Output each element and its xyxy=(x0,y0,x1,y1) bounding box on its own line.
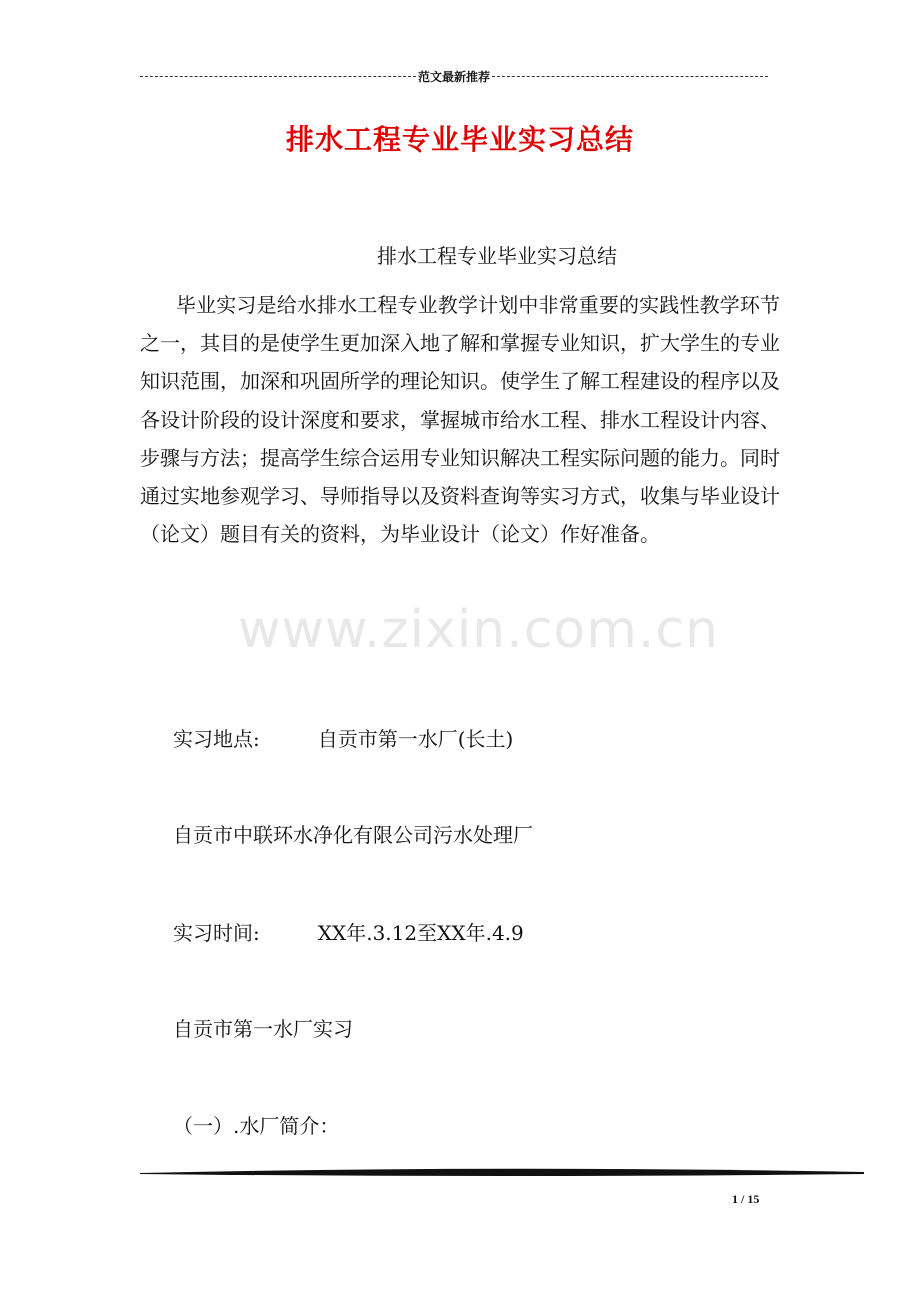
page-header xyxy=(140,66,768,86)
location-value: 自贡市第一水厂(长土) xyxy=(317,727,514,751)
header-dashes-right xyxy=(492,76,768,77)
location-label: 实习地点: xyxy=(173,727,260,751)
time-value: XX年.3.12至XX年.4.9 xyxy=(317,921,524,945)
watermark: www.zixin.com.cn xyxy=(238,600,719,660)
section-heading: 自贡市第一水厂实习 xyxy=(173,1017,353,1041)
document-title: 排水工程专业毕业实习总结 xyxy=(285,123,634,156)
location-line xyxy=(173,725,513,753)
subsection-heading: （一）.水厂简介： xyxy=(173,1114,340,1138)
header-label: 范文最新推荐 xyxy=(418,69,491,84)
document-subtitle: 排水工程专业毕业实习总结 xyxy=(377,244,617,268)
location-line-2: 自贡市中联环水净化有限公司污水处理厂 xyxy=(173,823,533,847)
page-number: 1 / 15 xyxy=(732,1192,760,1206)
time-label: 实习时间: xyxy=(173,921,260,945)
header-dashes-left xyxy=(140,76,416,77)
intro-paragraph: 毕业实习是给水排水工程专业教学计划中非常重要的实践性教学环节之一，其目的是使学生更加深入地了解和掌握专业知识，扩大学生的专业知识范围，加深和巩固所学的理论知识。使学生了解工程建设的程序以及各设计阶段的设计深度和要求，掌握城市给水工程、排水工程设计内容、步骤与方法；提高学生综合运用专业知识解决工程实际问题的能力。同时通过实地参观学习、导师指导以及资料查询等实习方式，收集与毕业设计（论文）题目有关的资料，为毕业设计（论文）作好准备。 xyxy=(140,293,780,547)
footer-rule xyxy=(140,1166,864,1180)
time-line xyxy=(173,919,524,947)
